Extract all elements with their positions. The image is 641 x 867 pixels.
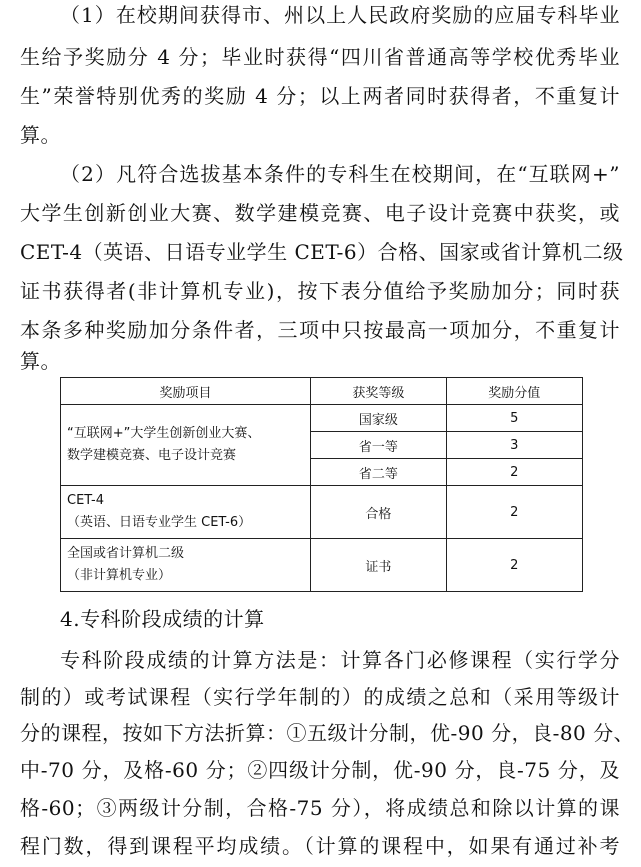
paragraph-3-line-3: 分的课程，按如下方法折算：①五级计分制，优-90 分，良-80 分、 (20, 721, 635, 745)
award-score-cell: 2 (446, 486, 582, 539)
award-item-cet-line-2: （英语、日语专业学生 CET-6） (67, 515, 252, 530)
table-row (61, 405, 583, 432)
paragraph-2-line-2: 大学生创新创业大赛、数学建模竞赛、电子设计竞赛中获奖，或 (20, 201, 620, 225)
award-points-table (60, 377, 583, 592)
paragraph-1-line-4: 算。 (20, 123, 61, 147)
paragraph-2-line-3: CET-4（英语、日语专业学生 CET-6）合格、国家或省计算机二级 (20, 240, 624, 264)
award-score-cell: 2 (446, 539, 582, 592)
award-level-cell: 省一等 (311, 432, 446, 459)
award-item-competitions-line-2: 数学建模竞赛、电子设计竞赛 (67, 448, 237, 463)
paragraph-3-line-6: 程门数，得到课程平均成绩。（计算的课程中，如果有通过补考 (20, 834, 620, 858)
paragraph-1-line-3: 生”荣誉特别优秀的奖励 4 分；以上两者同时获得者，不重复计 (20, 84, 620, 108)
paragraph-3-line-5: 格-60；③两级计分制，合格-75 分），将成绩总和除以计算的课 (20, 796, 620, 820)
award-level-cell: 省二等 (311, 459, 446, 486)
award-score-cell: 5 (446, 405, 582, 432)
award-item-cet-line-1: CET-4 (67, 493, 105, 508)
paragraph-3-line-2: 制的）或考试课程（实行学年制的）的成绩之总和（采用等级计 (20, 685, 620, 709)
paragraph-1-line-1: （1）在校期间获得市、州以上人民政府奖励的应届专科毕业 (60, 3, 620, 27)
award-item-computer-cert-line-2: （非计算机专业） (67, 568, 172, 583)
award-level-cell: 国家级 (311, 405, 446, 432)
award-item-cet (61, 486, 311, 539)
table-row (61, 486, 583, 539)
award-item-computer-cert-line-1: 全国或省计算机二级 (67, 546, 185, 561)
table-header-row (61, 378, 583, 405)
paragraph-3-line-1: 专科阶段成绩的计算方法是：计算各门必修课程（实行学分 (60, 648, 620, 672)
award-level-cell: 证书 (311, 539, 446, 592)
header-award-score: 奖励分值 (446, 378, 582, 405)
award-item-computer-cert (61, 539, 311, 592)
paragraph-3-line-4: 中-70 分，及格-60 分；②四级计分制，优-90 分，良-75 分，及 (20, 758, 620, 782)
paragraph-1-line-2: 生给予奖励分 4 分；毕业时获得“四川省普通高等学校优秀毕业 (20, 45, 620, 69)
section-heading: 4.专科阶段成绩的计算 (60, 607, 265, 631)
table-row (61, 539, 583, 592)
paragraph-2-line-4: 证书获得者(非计算机专业)，按下表分值给予奖励加分；同时获 (20, 279, 620, 303)
header-award-item: 奖励项目 (61, 378, 311, 405)
paragraph-2-line-1: （2）凡符合选拔基本条件的专科生在校期间，在“互联网+” (60, 162, 620, 186)
award-score-cell: 3 (446, 432, 582, 459)
paragraph-2-line-6: 算。 (20, 349, 61, 373)
header-award-level: 获奖等级 (311, 378, 446, 405)
award-item-competitions (61, 405, 311, 486)
award-score-cell: 2 (446, 459, 582, 486)
paragraph-2-line-5: 本条多种奖励加分条件者，三项中只按最高一项加分，不重复计 (20, 318, 620, 342)
award-item-competitions-line-1: “互联网+”大学生创新创业大赛、 (67, 426, 261, 441)
award-level-cell: 合格 (311, 486, 446, 539)
